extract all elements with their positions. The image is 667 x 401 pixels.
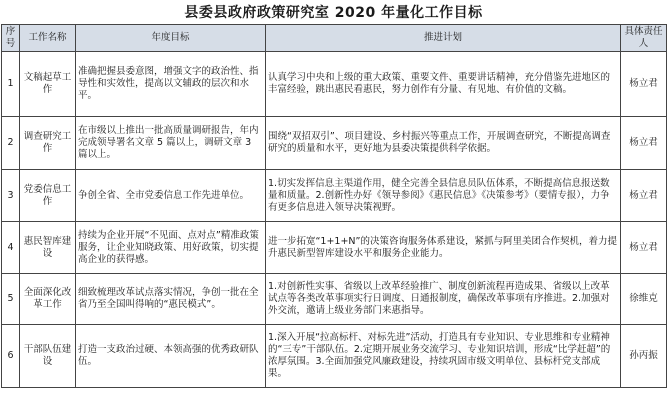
row-owner: 孙丙振 — [621, 325, 667, 388]
row-work-name: 惠民智库建设 — [20, 222, 76, 274]
table-row — [2, 222, 667, 274]
row-index: 1 — [2, 52, 20, 117]
row-goal: 争创全省、全市党委信息工作先进单位。 — [76, 170, 266, 222]
row-goal: 准确把握县委意图，增强文字的政治性、指导性和实效性，提高以文辅政的层次和水平。 — [76, 52, 266, 117]
row-index: 3 — [2, 170, 20, 222]
table-row — [2, 274, 667, 325]
row-owner: 杨立君 — [621, 222, 667, 274]
row-work-name: 调查研究工作 — [20, 117, 76, 170]
row-plan: 认真学习中央和上级的重大政策、重要文件、重要讲话精神，充分借鉴先进地区的丰富经验，跳出惠民看惠民，努力创作有分量、有见地、有价值的文稿。 — [266, 52, 621, 117]
header-owner: 具体责任人 — [621, 25, 667, 52]
row-plan: 1.深入开展“拉高标杆、对标先进”活动，打造具有专业知识、专业思维和专业精神的“三专”干部队伍。2.定期开展业务交流学习、专业知识培训，形成“比学赶超”的浓厚氛围。3.全面加强党风廉政建设，持续巩固市级文明单位、县标杆党支部成果。 — [266, 325, 621, 388]
table-header-row — [2, 25, 667, 52]
row-goal: 持续为企业开展“不见面、点对点”精准政策服务，让企业知晓政策、用好政策，切实提高企业的获得感。 — [76, 222, 266, 274]
header-annual-goal: 年度目标 — [76, 25, 266, 52]
row-owner: 杨立君 — [621, 52, 667, 117]
document-title: 县委县政府政策研究室 2020 年量化工作目标 — [184, 5, 483, 21]
table-row — [2, 170, 667, 222]
row-plan: 围绕“双招双引”、项目建设、乡村振兴等重点工作，开展调查研究，不断提高调查研究的质量和水平，更好地为县委决策提供科学依据。 — [266, 117, 621, 170]
row-index: 5 — [2, 274, 20, 325]
work-goals-table — [1, 24, 667, 388]
row-goal: 在市级以上推出一批高质量调研报告，年内完成领导署名文章 5 篇以上，调研文章 3 篇以上。 — [76, 117, 266, 170]
row-owner: 杨立君 — [621, 117, 667, 170]
table-row — [2, 52, 667, 117]
row-owner: 徐维克 — [621, 274, 667, 325]
table-row — [2, 325, 667, 388]
row-plan: 1.对创新性实事、省级以上改革经验推广、制度创新流程再造成果、省级以上改革试点等各类改革事项实行日调度、日通报制度，确保改革事项有序推进。2.加强对外交流，邀请上级业务部门来惠指导。 — [266, 274, 621, 325]
header-index: 序号 — [2, 25, 20, 52]
row-work-name: 文稿起草工作 — [20, 52, 76, 117]
row-plan: 1.切实发挥信息主渠道作用，健全完善全县信息员队伍体系，不断提高信息报送数量和质量。2.创新性办好《领导参阅》《惠民信息》《决策参考》（要情专报），力争有更多信息进入领导决策视野。 — [266, 170, 621, 222]
header-plan: 推进计划 — [266, 25, 621, 52]
row-index: 4 — [2, 222, 20, 274]
row-index: 6 — [2, 325, 20, 388]
row-plan: 进一步拓宽“1+1+N”的决策咨询服务体系建设，紧抓与阿里美团合作契机，着力提升惠民新型智库建设水平和服务企业能力。 — [266, 222, 621, 274]
row-work-name: 干部队伍建设 — [20, 325, 76, 388]
row-work-name: 全面深化改革工作 — [20, 274, 76, 325]
table-row — [2, 117, 667, 170]
row-goal: 细致梳理改革试点落实情况，争创一批在全省乃至全国叫得响的“惠民模式”。 — [76, 274, 266, 325]
row-index: 2 — [2, 117, 20, 170]
header-work-name: 工作名称 — [20, 25, 76, 52]
row-owner: 杨立君 — [621, 170, 667, 222]
row-work-name: 党委信息工作 — [20, 170, 76, 222]
row-goal: 打造一支政治过硬、本领高强的优秀政研队伍。 — [76, 325, 266, 388]
